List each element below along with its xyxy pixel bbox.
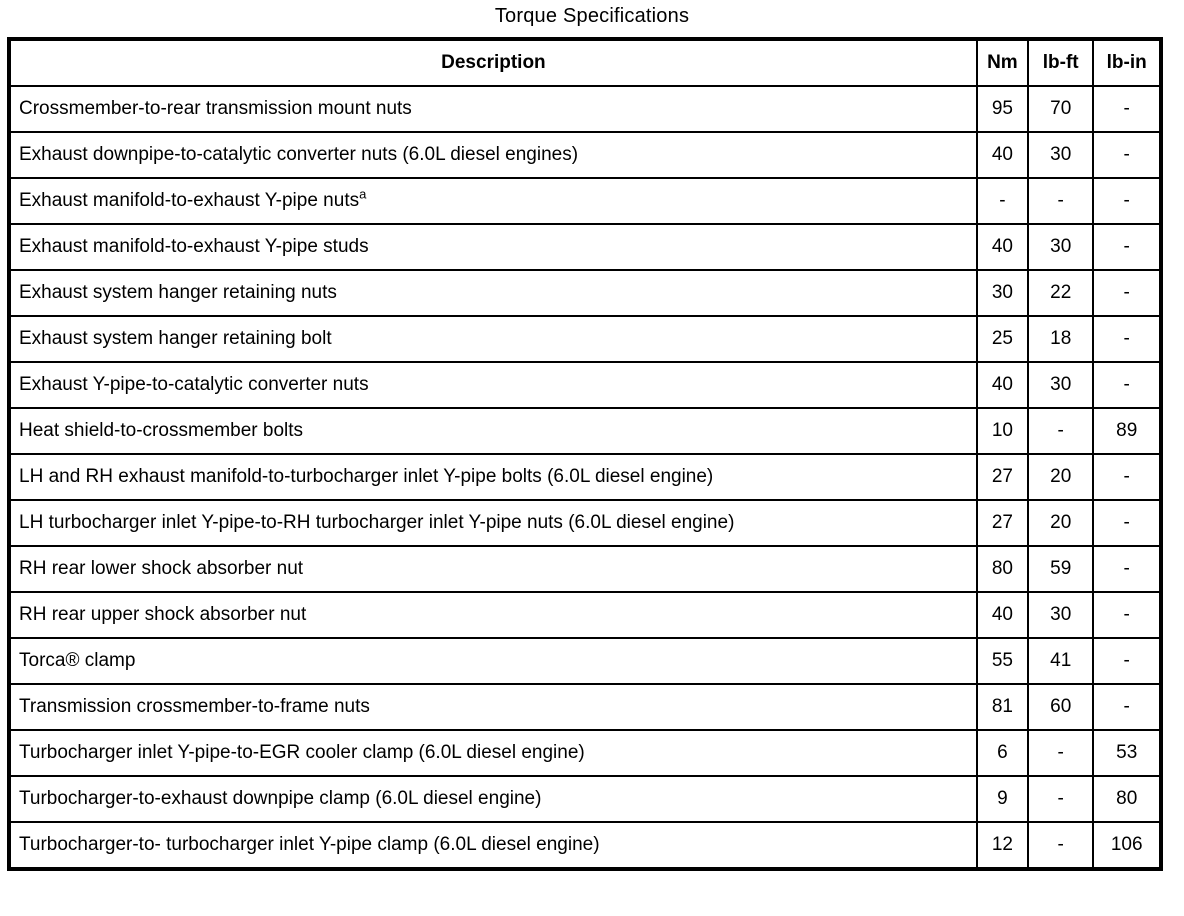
description-cell: Turbocharger-to- turbocharger inlet Y-pipe clamp (6.0L diesel engine) xyxy=(9,822,977,869)
description-cell: Transmission crossmember-to-frame nuts xyxy=(9,684,977,730)
lb-ft-cell: - xyxy=(1028,178,1093,224)
lb-in-cell: 80 xyxy=(1093,776,1161,822)
lb-in-cell: - xyxy=(1093,546,1161,592)
column-header-description: Description xyxy=(9,39,977,86)
lb-in-cell: 89 xyxy=(1093,408,1161,454)
lb-ft-cell: 20 xyxy=(1028,454,1093,500)
table-row xyxy=(9,86,1161,132)
nm-cell: - xyxy=(977,178,1028,224)
lb-in-cell: - xyxy=(1093,454,1161,500)
nm-cell: 40 xyxy=(977,224,1028,270)
lb-ft-cell: 59 xyxy=(1028,546,1093,592)
description-cell: Turbocharger-to-exhaust downpipe clamp (6.0L diesel engine) xyxy=(9,776,977,822)
table-row xyxy=(9,178,1161,224)
nm-cell: 95 xyxy=(977,86,1028,132)
nm-cell: 81 xyxy=(977,684,1028,730)
lb-ft-cell: 30 xyxy=(1028,224,1093,270)
description-cell: Crossmember-to-rear transmission mount nuts xyxy=(9,86,977,132)
table-row xyxy=(9,500,1161,546)
lb-ft-cell: - xyxy=(1028,776,1093,822)
nm-cell: 40 xyxy=(977,592,1028,638)
lb-ft-cell: - xyxy=(1028,408,1093,454)
table-row xyxy=(9,638,1161,684)
torque-specifications-table xyxy=(7,37,1163,871)
nm-cell: 27 xyxy=(977,500,1028,546)
lb-ft-cell: 18 xyxy=(1028,316,1093,362)
nm-cell: 6 xyxy=(977,730,1028,776)
lb-in-cell: - xyxy=(1093,638,1161,684)
table-row xyxy=(9,270,1161,316)
page-title: Torque Specifications xyxy=(494,5,690,27)
lb-ft-cell: 20 xyxy=(1028,500,1093,546)
description-cell: Exhaust manifold-to-exhaust Y-pipe studs xyxy=(9,224,977,270)
lb-in-cell: - xyxy=(1093,270,1161,316)
table-row xyxy=(9,224,1161,270)
nm-cell: 55 xyxy=(977,638,1028,684)
lb-ft-cell: 41 xyxy=(1028,638,1093,684)
lb-in-cell: - xyxy=(1093,316,1161,362)
nm-cell: 27 xyxy=(977,454,1028,500)
description-cell: Torca® clamp xyxy=(9,638,977,684)
table-row xyxy=(9,730,1161,776)
table-body xyxy=(9,86,1161,869)
lb-in-cell: 106 xyxy=(1093,822,1161,869)
description-cell: Exhaust system hanger retaining nuts xyxy=(9,270,977,316)
table-row xyxy=(9,362,1161,408)
lb-ft-cell: 60 xyxy=(1028,684,1093,730)
description-cell: Exhaust Y-pipe-to-catalytic converter nuts xyxy=(9,362,977,408)
column-header-nm: Nm xyxy=(977,39,1028,86)
lb-in-cell: - xyxy=(1093,224,1161,270)
table-row xyxy=(9,822,1161,869)
column-header-lb-ft: lb-ft xyxy=(1028,39,1093,86)
description-cell: LH turbocharger inlet Y-pipe-to-RH turbocharger inlet Y-pipe nuts (6.0L diesel engine) xyxy=(9,500,977,546)
description-cell: LH and RH exhaust manifold-to-turbocharger inlet Y-pipe bolts (6.0L diesel engine) xyxy=(9,454,977,500)
table-row xyxy=(9,684,1161,730)
description-cell: Exhaust manifold-to-exhaust Y-pipe nuts$^a$ xyxy=(9,178,977,224)
description-cell: RH rear lower shock absorber nut xyxy=(9,546,977,592)
table-row xyxy=(9,316,1161,362)
lb-in-cell: - xyxy=(1093,592,1161,638)
table-row xyxy=(9,408,1161,454)
lb-ft-cell: - xyxy=(1028,730,1093,776)
nm-cell: 12 xyxy=(977,822,1028,869)
column-header-lb-in: lb-in xyxy=(1093,39,1161,86)
lb-ft-cell: 30 xyxy=(1028,132,1093,178)
description-cell: RH rear upper shock absorber nut xyxy=(9,592,977,638)
table-row xyxy=(9,132,1161,178)
description-cell: Heat shield-to-crossmember bolts xyxy=(9,408,977,454)
nm-cell: 80 xyxy=(977,546,1028,592)
nm-cell: 40 xyxy=(977,132,1028,178)
lb-in-cell: - xyxy=(1093,684,1161,730)
nm-cell: 30 xyxy=(977,270,1028,316)
footnote-superscript: a xyxy=(359,186,367,202)
lb-in-cell: - xyxy=(1093,362,1161,408)
nm-cell: 10 xyxy=(977,408,1028,454)
nm-cell: 40 xyxy=(977,362,1028,408)
description-cell: Exhaust downpipe-to-catalytic converter nuts (6.0L diesel engines) xyxy=(9,132,977,178)
lb-in-cell: - xyxy=(1093,500,1161,546)
lb-ft-cell: - xyxy=(1028,822,1093,869)
description-cell: Exhaust system hanger retaining bolt xyxy=(9,316,977,362)
lb-in-cell: - xyxy=(1093,178,1161,224)
description-cell: Turbocharger inlet Y-pipe-to-EGR cooler clamp (6.0L diesel engine) xyxy=(9,730,977,776)
lb-ft-cell: 30 xyxy=(1028,362,1093,408)
nm-cell: 9 xyxy=(977,776,1028,822)
lb-in-cell: - xyxy=(1093,132,1161,178)
table-row xyxy=(9,592,1161,638)
table-row xyxy=(9,776,1161,822)
lb-in-cell: - xyxy=(1093,86,1161,132)
lb-ft-cell: 70 xyxy=(1028,86,1093,132)
lb-ft-cell: 22 xyxy=(1028,270,1093,316)
table-header-row xyxy=(9,39,1161,86)
table-row xyxy=(9,546,1161,592)
nm-cell: 25 xyxy=(977,316,1028,362)
table-row xyxy=(9,454,1161,500)
lb-ft-cell: 30 xyxy=(1028,592,1093,638)
lb-in-cell: 53 xyxy=(1093,730,1161,776)
